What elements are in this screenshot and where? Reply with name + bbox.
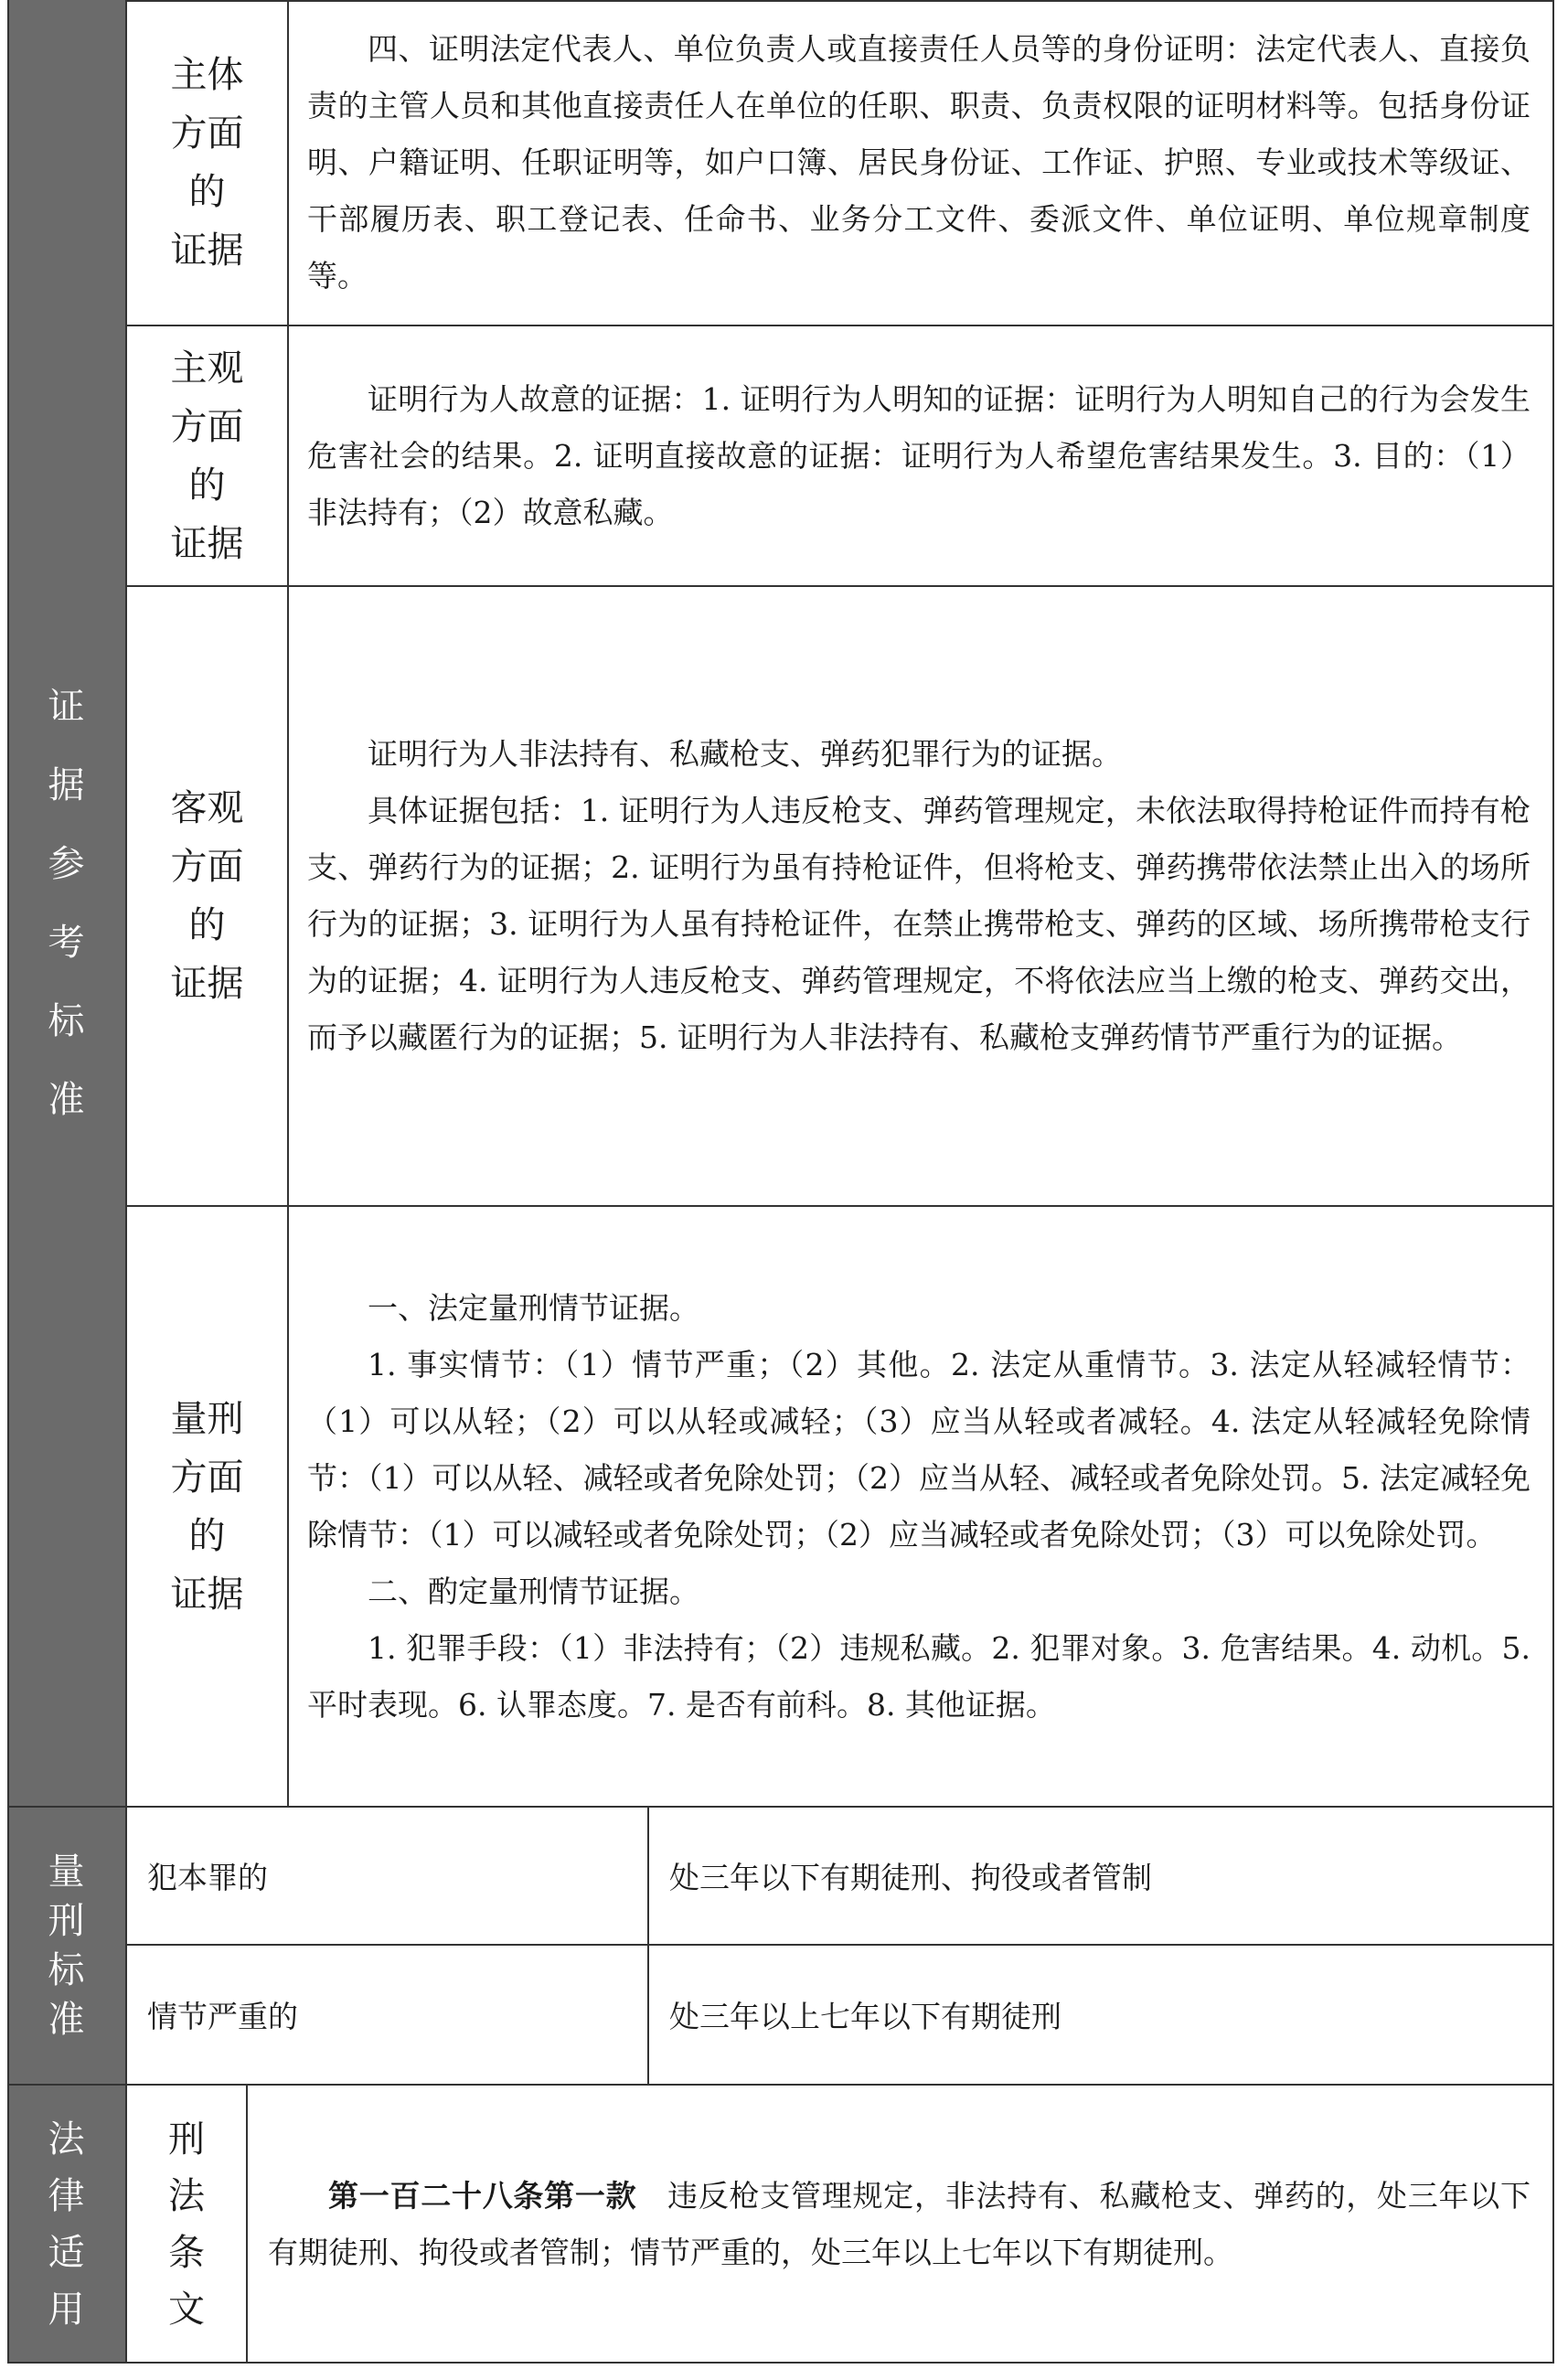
divider-v-side xyxy=(125,0,127,2364)
section-label-evidence: 证 据 参 考 标 准 xyxy=(7,0,125,1806)
sentencing-penalty-serious: 处三年以上七年以下有期徒刑 xyxy=(669,1999,1061,2034)
row-content-subject: 四、证明法定代表人、单位负责人或直接责任人员等的身份证明：法定代表人、直接负责的主管人员和其他直接责任人在单位的任职、职责、负责权限的证明材料等。包括身份证明、户籍证明、任职证明等，如户口簿、居民身份证、工作证、护照、专业或技术等级证、干部履历表、职工登记表、任命书、业务分工文件、委派文件、单位证明、单位规章制度等。 xyxy=(307,30,1531,293)
divider-v-evidence-label xyxy=(287,0,289,1808)
section-label-law: 法 律 适 用 xyxy=(7,2086,125,2364)
sentencing-penalty-basic: 处三年以下有期徒刑、拘役或者管制 xyxy=(669,1860,1152,1895)
row-label-objective: 客观 方面 的 证据 xyxy=(170,787,244,1005)
article-text: 违反枪支管理规定，非法持有、私藏枪支、弹药的，处三年以下有期徒刑、拘役或者管制；情节严重的，处三年以上七年以下有期徒刑。 xyxy=(268,2178,1531,2270)
border-right xyxy=(1552,0,1554,2364)
row-label-sentencing-evidence: 量刑 方面 的 证据 xyxy=(170,1397,244,1616)
divider-h-section3 xyxy=(7,2084,1554,2086)
border-top xyxy=(125,0,1554,2)
law-article-content xyxy=(248,2086,1554,2364)
article-title: 第一百二十八条第一款 xyxy=(328,2178,637,2214)
row-label-criminal-law: 刑 法 条 文 xyxy=(168,2118,205,2331)
row-content-subjective: 证明行为人故意的证据：1. 证明行为人明知的证据：证明行为人明知自己的行为会发生危害社会的结果。2. 证明直接故意的证据：证明行为人希望危害结果发生。3. 目的：（1）非法持有；（2）故意私藏。 xyxy=(307,380,1531,530)
divider-h-section2 xyxy=(7,1806,1554,1808)
border-left xyxy=(7,0,9,2364)
divider-h-row1 xyxy=(125,325,1554,326)
sentencing-condition-serious: 情节严重的 xyxy=(147,1999,298,2034)
divider-h-row2 xyxy=(125,585,1554,587)
row-label-subject: 主体 方面 的 证据 xyxy=(170,53,244,272)
row-label-subjective: 主观 方面 的 证据 xyxy=(170,347,244,565)
border-bottom xyxy=(7,2362,1554,2364)
divider-h-sentencing-row xyxy=(125,1944,1554,1946)
row-content-objective: 证明行为人非法持有、私藏枪支、弹药犯罪行为的证据。 具体证据包括：1. 证明行为人违反枪支、弹药管理规定，未依法取得持枪证件而持有枪支、弹药行为的证据；2. 证明行为虽有持枪证件，但将枪支、弹药携带依法禁止出入的场所行为的证据；3. 证明行为人虽有持枪证件，在禁止携带枪支、弹药的区域、场所携带枪支行为的证据；4. 证明行为人违反枪支、弹药管理规定，不将依法应当上缴的枪支、弹药交出，而予以藏匿行为的证据；5. 证明行为人非法持有、私藏枪支弹药情节严重行为的证据。 xyxy=(307,736,1531,1055)
row-content-sentencing-evidence: 一、法定量刑情节证据。 1. 事实情节：（1）情节严重；（2）其他。2. 法定从重情节。3. 法定从轻减轻情节：（1）可以从轻；（2）可以从轻或减轻；（3）应当从轻或者减轻。4. 法定从轻减轻免除情节：（1）可以从轻、减轻或者免除处罚；（2）应当从轻、减轻或者免除处罚。5. 法定减轻免除情节：（1）可以减轻或者免除处罚；（2）应当减轻或者免除处罚；（3）可以免除处罚。 二、酌定量刑情节证据。 1. 犯罪手段：（1）非法持有；（2）违规私藏。2. 犯罪对象。3. 危害结果。4. 动机。5. 平时表现。6. 认罪态度。7. 是否有前科。8. 其他证据。 xyxy=(307,1289,1531,1723)
divider-h-row3 xyxy=(125,1205,1554,1207)
evidence-standards-table xyxy=(7,0,1554,2364)
divider-v-sentencing xyxy=(647,1808,649,2084)
section-label-sentencing: 量 刑 标 准 xyxy=(7,1808,125,2084)
sentencing-condition-basic: 犯本罪的 xyxy=(147,1860,268,1895)
divider-v-law-label xyxy=(246,2086,248,2364)
